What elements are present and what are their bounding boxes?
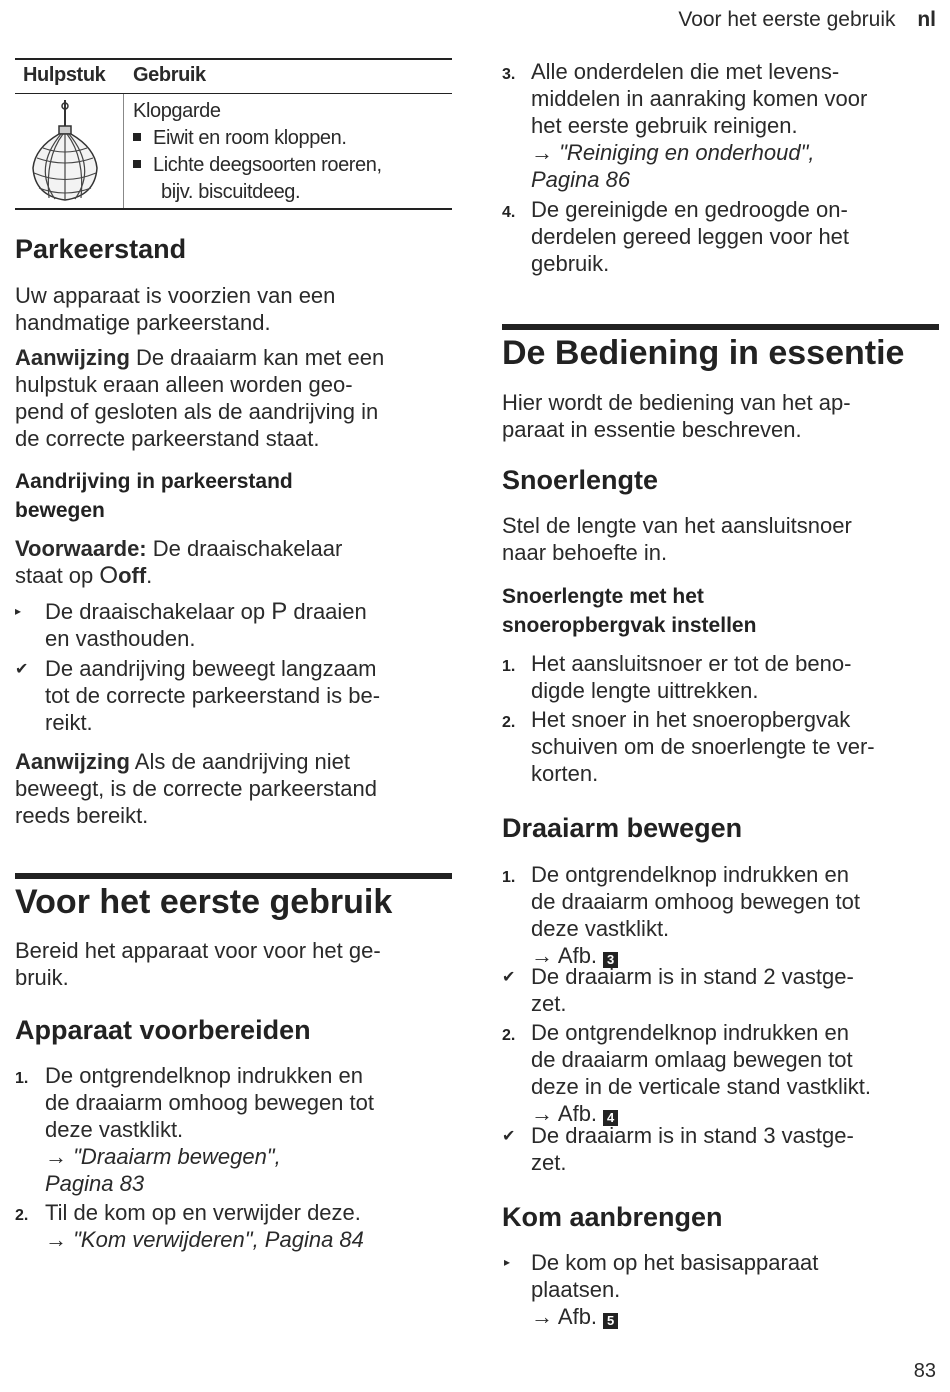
subsection-title-kom: Kom aanbrengen (502, 1202, 723, 1232)
figure-number-badge: 4 (603, 1110, 618, 1126)
arrow-icon: → (531, 1304, 553, 1329)
section-title-parkeerstand: Parkeerstand (15, 234, 187, 264)
table-row-item: Lichte deegsoorten roeren, (133, 154, 382, 177)
subsection-title-apparaat: Apparaat voorbereiden (15, 1015, 311, 1045)
table-header-rule (15, 93, 452, 94)
table-top-rule (15, 58, 452, 60)
arrow-icon: → (531, 1101, 553, 1126)
page-number: 83 (913, 1360, 936, 1382)
list-item: 2. Het snoer in het snoeropbergvak schuiven om de snoerlengte te ver- korten. (502, 707, 875, 786)
checkmark-icon: ✔ (502, 969, 516, 986)
list-item: 1. De ontgrendelknop indrukken en de draaiarm omhoog bewegen tot deze vastklikt. → "Draaiarm bewegen", Pagina 83 (15, 1063, 374, 1196)
table-col-divider (123, 94, 124, 208)
section-rule (502, 324, 939, 330)
arrow-icon: → (531, 943, 553, 968)
checkmark-icon: ✔ (502, 1128, 516, 1145)
triangle-bullet-icon: ▸ (15, 604, 22, 618)
accessory-table (15, 58, 452, 210)
triangle-bullet-icon: ▸ (504, 1255, 511, 1269)
whisk-icon (25, 98, 105, 208)
section-title-voor: Voor het eerste gebruik (15, 883, 393, 921)
snoer-intro: Stel de lengte van het aansluitsnoer naar behoefte in. (502, 513, 852, 565)
figure-number-badge: 3 (603, 952, 618, 968)
arrow-icon: → (45, 1227, 67, 1252)
bediening-intro: Hier wordt de bediening van het ap- paraat in essentie beschreven. (502, 390, 851, 442)
running-header (678, 8, 936, 32)
list-item: 1. De ontgrendelknop indrukken en de draaiarm omhoog bewegen tot deze vastklikt. → Afb. 3 (502, 862, 860, 968)
figure-number-badge: 5 (603, 1313, 618, 1329)
parkeerstand-note2: Aanwijzing Als de aandrijving niet beweegt, is de correcte parkeerstand reeds bereikt. (15, 749, 377, 828)
table-bottom-rule (15, 208, 452, 210)
voor-intro: Bereid het apparaat voor voor het ge- bruik. (15, 938, 381, 990)
parkeerstand-intro: Uw apparaat is voorzien van een handmatige parkeerstand. (15, 283, 336, 335)
parkeerstand-note1: Aanwijzing De draaiarm kan met een hulpstuk eraan alleen worden geo- pend of gesloten als de aandrijving in de correcte parkeerstand staat. (15, 345, 385, 451)
action-step: ▸ De kom op het basisapparaat plaatsen. → Afb. 5 (504, 1250, 819, 1329)
table-header-col2: Gebruik (133, 64, 206, 86)
arrow-icon: → (531, 140, 553, 165)
section-rule (15, 873, 452, 879)
section-title-bediening: De Bediening in essentie (502, 334, 905, 372)
table-row-item: Eiwit en room kloppen. (133, 127, 347, 150)
table-row-title: Klopgarde (133, 100, 221, 122)
subsection-title-draaiarm: Draaiarm bewegen (502, 813, 743, 843)
result-step: ✔ De draaiarm is in stand 2 vastge- zet. (502, 964, 854, 1016)
result-step: ✔ De draaiarm is in stand 3 vastge- zet. (502, 1123, 854, 1175)
table-header-col1: Hulpstuk (23, 64, 106, 86)
list-item: 2. Til de kom op en verwijder deze. → "Kom verwijderen", Pagina 84 (15, 1200, 364, 1252)
list-item: 1. Het aansluitsnoer er tot de beno- digde lengte uittrekken. (502, 651, 852, 703)
condition-text: Voorwaarde: De draaischakelaar staat op Ooff. (15, 536, 343, 589)
action-step: ▸ De draaischakelaar op P draaien en vasthouden. (15, 598, 367, 651)
header-section-title: Voor het eerste gebruik (678, 8, 896, 31)
arrow-icon: → (45, 1144, 67, 1169)
result-step: ✔ De aandrijving beweegt langzaam tot de correcte parkeerstand is be- reikt. (15, 656, 381, 735)
subsection-title-aandrijving: Aandrijving in parkeerstand bewegen (15, 470, 293, 522)
list-item: 4. De gereinigde en gedroogde on- derdelen gereed leggen voor het gebruik. (502, 197, 850, 276)
header-lang: nl (917, 8, 936, 31)
list-item: 3. Alle onderdelen die met levens- middelen in aanraking komen voor het eerste gebruik reinigen. → "Reiniging en onderhoud", Pagina 86 (502, 59, 868, 192)
table-row-item-cont: bijv. biscuitdeeg. (161, 181, 301, 203)
list-item: 2. De ontgrendelknop indrukken en de draaiarm omlaag bewegen tot deze in de verticale stand vastklikt. → Afb. 4 (502, 1020, 871, 1126)
subsection-title-snoerlengte: Snoerlengte (502, 465, 659, 495)
checkmark-icon: ✔ (15, 661, 29, 678)
subsection-title-snoer-instellen: Snoerlengte met het snoeropbergvak instellen (502, 585, 757, 637)
